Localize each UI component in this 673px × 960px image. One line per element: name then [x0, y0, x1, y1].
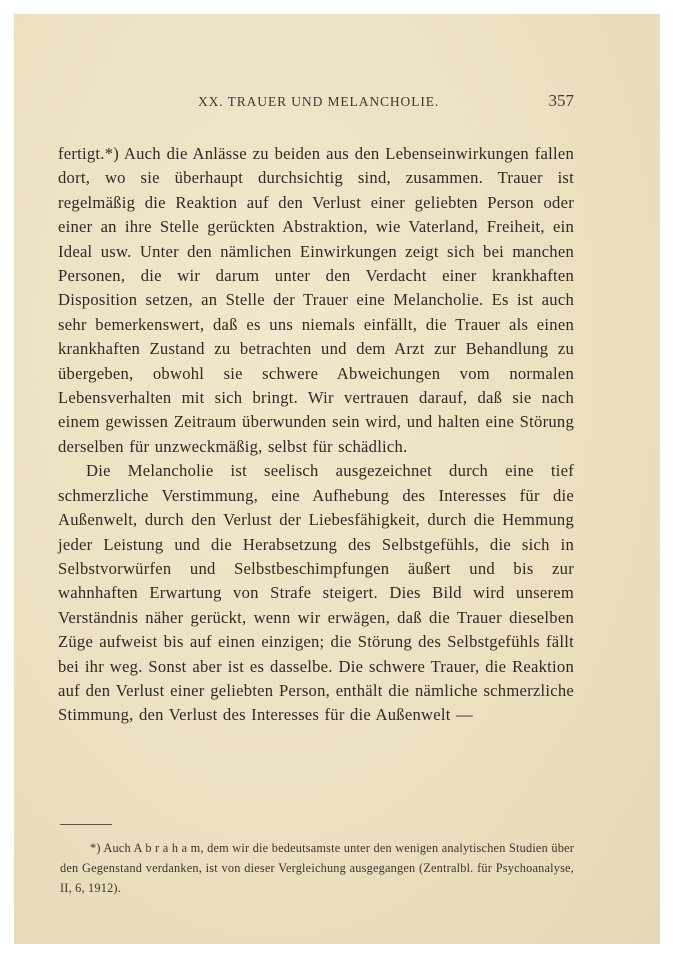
book-page — [14, 14, 660, 944]
running-header — [60, 92, 576, 118]
page-number: 357 — [548, 91, 574, 110]
footnote: *) Auch A b r a h a m, dem wir die bedeutsamste unter den wenigen analytischen Studien über den Gegenstand verdanken, ist von dieser Vergleichung ausgegangen (Zentralbl. für Psychoanalyse, II, 6, 1912). — [60, 841, 574, 895]
footnote-divider — [60, 824, 112, 825]
paragraph-2: Die Melancholie ist seelisch ausgezeichnet durch eine tief schmerzliche Verstimmung, eine Aufhebung des Interesses für die Außenwelt, durch den Verlust der Liebesfähigkeit, durch die Hemmung jeder Leistung und die Herabsetzung des Selbstgefühls, die sich in Selbstvorwürfen und Selbstbeschimpfungen äußert und bis zur wahnhaften Erwartung von Strafe steigert. Dies Bild wird unserem Verständnis näher gerückt, wenn wir erwägen, daß die Trauer dieselben Züge aufweist bis auf einen einzigen; die Störung des Selbstgefühls fällt bei ihr weg. Sonst aber ist es dasselbe. Die schwere Trauer, die Reaktion auf den Verlust einer geliebten Person, enthält die nämliche schmerzliche Stimmung, den Verlust des Interesses für die Außenwelt — — [58, 461, 574, 725]
body-text — [58, 142, 574, 728]
chapter-title: XX. TRAUER UND MELANCHOLIE. — [198, 94, 440, 109]
paragraph-1: fertigt.*) Auch die Anlässe zu beiden aus den Lebenseinwirkungen fallen dort, wo sie überhaupt durchsichtig sind, zusammen. Trauer ist regelmäßig die Reaktion auf den Verlust einer geliebten Person oder einer an ihre Stelle gerückten Abstraktion, wie Vaterland, Freiheit, ein Ideal usw. Unter den nämlichen Einwirkungen zeigt sich bei manchen Personen, die wir darum unter den Verdacht einer krankhaften Disposition setzen, an Stelle der Trauer eine Melancholie. Es ist auch sehr bemerkenswert, daß es uns niemals einfällt, die Trauer als einen krankhaften Zustand zu betrachten und dem Arzt zur Behandlung zu übergeben, obwohl sie schwere Abweichungen vom normalen Lebensverhalten mit sich bringt. Wir vertrauen darauf, daß sie nach einem gewissen Zeitraum überwunden sein wird, und halten eine Störung derselben für unzweckmäßig, selbst für schädlich. — [58, 144, 574, 456]
